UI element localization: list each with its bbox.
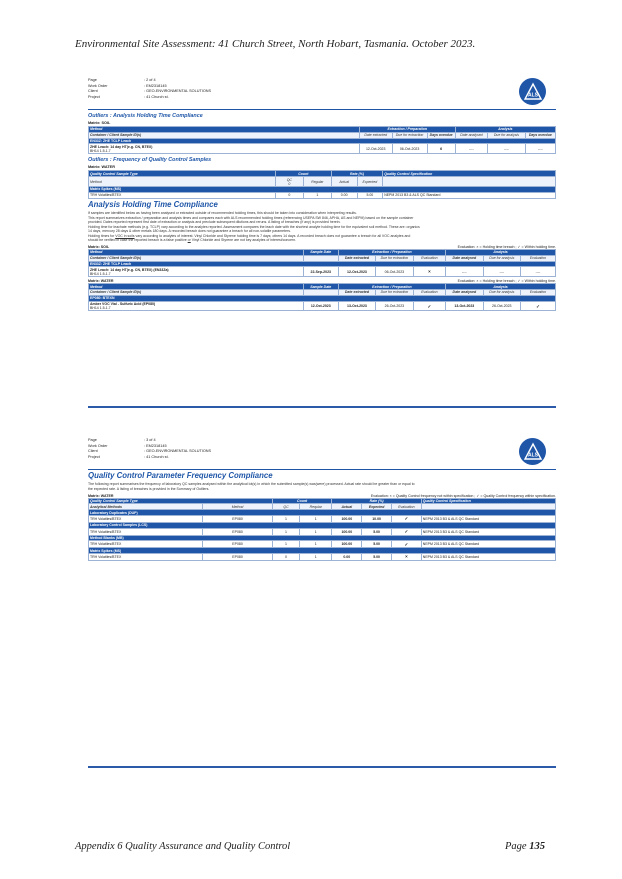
meta-client-value: : GEO-ENVIRONMENTAL SOLUTIONS bbox=[144, 89, 212, 94]
col-container: Container / Client Sample ID(s) bbox=[89, 132, 360, 138]
meta-work-order-label: Work Order bbox=[88, 83, 108, 88]
cell-date-extracted: 13-Oct-2023 bbox=[338, 301, 375, 311]
col-qc: QC bbox=[272, 504, 299, 510]
svg-text:ALS: ALS bbox=[527, 452, 538, 458]
col-qc-sub: 0 bbox=[288, 181, 291, 186]
col-evaluation: Evaluation bbox=[392, 504, 422, 510]
col-evaluation-analysis: Evaluation bbox=[521, 255, 556, 261]
col-method: Method bbox=[89, 177, 276, 187]
als-logo bbox=[519, 78, 546, 105]
cell-analyte: TRH Volatiles/BTEX bbox=[89, 553, 203, 560]
row-sample-id: BH14 1.5-1.7 bbox=[90, 148, 111, 153]
row-sample-id: BH14 1.5-1.7 bbox=[90, 271, 111, 276]
col-spec-blank bbox=[383, 177, 556, 187]
description-line: provided. Dates reported represent first date of extraction or analysis and preclude subsequent dilutions and reruns. A listing of breaches (if any) is provided herein. bbox=[88, 220, 341, 225]
report-sheet-page-3 bbox=[88, 438, 556, 561]
meta-page-label: Page bbox=[88, 78, 97, 82]
sheet-1-bottom-rule bbox=[88, 406, 556, 408]
col-analysis: Analysis bbox=[446, 249, 556, 255]
table-row bbox=[89, 553, 556, 560]
col-count: Count bbox=[272, 498, 332, 504]
cell-regular: 1 bbox=[300, 528, 332, 535]
col-due-extraction: Due for extraction bbox=[376, 255, 413, 261]
row-label: Amber VOC Vial - Sulfuric Acid (EP080) bbox=[90, 302, 156, 307]
description-line: the expected rate. A listing of breaches is provided in the Summary of Outliers. bbox=[88, 487, 210, 491]
col-method: Method bbox=[89, 284, 304, 290]
description-line: Holding times for VOC in soils vary according to analytes of interest. Vinyl Chloride and Styrene holding time is 7 days; others 14 days. A recorded breach does not guarantee a breach for all VOC analytes and bbox=[88, 233, 411, 238]
cell-sample-date: 12-Oct-2023 bbox=[303, 301, 338, 311]
col-date-extracted: Date extracted bbox=[338, 290, 375, 296]
cell-analyte: TRH Volatiles/BTEX bbox=[89, 528, 203, 535]
matrix-water-label: Matrix: WATER bbox=[88, 493, 114, 498]
evaluation-legend: Evaluation: × = Holding time breach ; ✓ = Within holding time. bbox=[457, 279, 556, 284]
cell-spec: NEPM 2013 B3 & ALS QC Standard bbox=[421, 528, 555, 535]
cell-regular: 1 bbox=[300, 516, 332, 523]
report-meta bbox=[88, 78, 556, 108]
cell-regular: 1 bbox=[300, 541, 332, 548]
cell-date-extracted: 12-Oct-2023 bbox=[338, 267, 375, 277]
col-qc-sample-type: Quality Control Sample Type bbox=[89, 498, 273, 504]
col-days-overdue-analysis: Days overdue bbox=[525, 132, 555, 138]
col-evaluation-analysis: Evaluation bbox=[521, 290, 556, 296]
col-qc-label: QC bbox=[286, 177, 292, 182]
cell-expected: 5.00 bbox=[362, 541, 392, 548]
meta-page-value: : 2 of 4 bbox=[144, 78, 156, 82]
cell-evaluation-analysis: ---- bbox=[521, 267, 556, 277]
sheet-2-bottom-rule bbox=[88, 766, 556, 768]
row-container-cell bbox=[89, 144, 360, 154]
col-due-analysis: Due for analysis bbox=[483, 255, 520, 261]
check-icon: ✓ bbox=[392, 528, 422, 535]
cell-days-overdue-analysis: ---- bbox=[525, 144, 555, 154]
col-analysis: Analysis bbox=[446, 284, 556, 290]
outliers-holding-time-heading: Outliers : Analysis Holding Time Compliance bbox=[88, 113, 203, 119]
cell-due-extraction: 26-Oct-2023 bbox=[376, 301, 413, 311]
description-line: should be verified in case the reported breach is a false positive or Vinyl Chloride and Styrene are not key analytes of interest/concern. bbox=[88, 238, 297, 243]
col-extraction-preparation: Extraction / Preparation bbox=[338, 284, 445, 290]
page-footer-number bbox=[505, 841, 545, 852]
report-sheet-page-2 bbox=[88, 78, 556, 311]
evaluation-legend: Evaluation: × = Holding time breach ; ✓ = Within holding time. bbox=[457, 244, 556, 249]
col-method: Method bbox=[203, 504, 273, 510]
group-label: Laboratory Control Samples (LCS) bbox=[89, 522, 556, 528]
col-expected: Expected bbox=[357, 177, 383, 187]
cell-expected: 5.00 bbox=[357, 192, 383, 198]
table-row bbox=[89, 192, 556, 198]
col-sample-date: Sample Date bbox=[303, 284, 338, 290]
col-container: Container / Client Sample ID(s) bbox=[89, 255, 304, 261]
cell-spec: NEPM 2013 B3 & ALS QC Standard bbox=[421, 541, 555, 548]
evaluation-legend: Evaluation: × = Quality Control frequency not within specification ; ✓ = Quality Control frequency within specification. bbox=[370, 493, 556, 498]
col-qc-specification: Quality Control Specification bbox=[421, 498, 555, 504]
meta-project-label: Project bbox=[88, 94, 100, 99]
col-evaluation: Evaluation bbox=[413, 290, 445, 296]
group-label: Matrix Spikes (MS) bbox=[89, 548, 556, 554]
col-extraction-preparation: Extraction / Preparation bbox=[359, 127, 455, 133]
table-row bbox=[89, 301, 556, 311]
table-subheader-row bbox=[89, 177, 556, 187]
cell-qc: 1 bbox=[272, 541, 299, 548]
col-date-analysed: Date analysed bbox=[446, 290, 483, 296]
table-row bbox=[89, 528, 556, 535]
page-footer-title: Appendix 6 Quality Assurance and Quality Control bbox=[75, 841, 291, 852]
check-icon: ✓ bbox=[392, 516, 422, 523]
meta-project-label: Project bbox=[88, 454, 100, 459]
holding-time-water-table bbox=[88, 283, 556, 311]
cross-icon: × bbox=[392, 553, 422, 560]
row-sample-id: BH14 1.5-1.7 bbox=[90, 306, 111, 311]
meta-page-value: : 3 of 4 bbox=[144, 438, 156, 442]
table-row bbox=[89, 267, 556, 277]
svg-text:ALS: ALS bbox=[527, 92, 538, 98]
page-label: Page bbox=[505, 841, 530, 852]
cell-actual: 100.00 bbox=[332, 528, 362, 535]
cell-analyte: TRH Volatiles/BTEX bbox=[89, 516, 203, 523]
matrix-water-label: Matrix: WATER bbox=[88, 279, 114, 284]
col-actual: Actual bbox=[331, 177, 357, 187]
cell-qc: 0 bbox=[275, 192, 303, 198]
check-icon: ✓ bbox=[392, 541, 422, 548]
meta-page-label: Page bbox=[88, 438, 97, 442]
cell-method: EP080 bbox=[203, 541, 273, 548]
check-icon: ✓ bbox=[413, 301, 445, 311]
meta-divider bbox=[88, 109, 556, 110]
cell-due-extraction: 06-Oct-2023 bbox=[392, 144, 427, 154]
cell-due-analysis: 26-Oct-2023 bbox=[483, 301, 520, 311]
col-due-analysis: Due for analysis bbox=[483, 290, 520, 296]
group-label: Laboratory Duplicates (DUP) bbox=[89, 510, 556, 516]
col-actual: Actual bbox=[332, 504, 362, 510]
table-row bbox=[89, 144, 556, 154]
description-line: 14 days, mercury 28 days & other metals 180 days. A recorded breach does not guarantee a breach for all non-volatile parameters. bbox=[88, 229, 291, 234]
col-container: Container / Client Sample ID(s) bbox=[89, 290, 304, 296]
col-qc-specification: Quality Control Specification bbox=[383, 171, 556, 177]
cell-qc: 1 bbox=[272, 528, 299, 535]
col-analysis: Analysis bbox=[455, 127, 555, 133]
cell-qc: 1 bbox=[272, 516, 299, 523]
col-method: Method bbox=[89, 249, 304, 255]
cell-expected: 5.00 bbox=[362, 528, 392, 535]
cell-expected: 10.00 bbox=[362, 516, 392, 523]
check-icon: ✓ bbox=[521, 301, 556, 311]
row-container-cell bbox=[89, 301, 304, 311]
matrix-water-label: Matrix: WATER bbox=[88, 164, 115, 169]
cell-qc: 0 bbox=[272, 553, 299, 560]
cell-actual: 100.00 bbox=[332, 541, 362, 548]
cross-icon: × bbox=[413, 267, 445, 277]
cell-method: EP080 bbox=[203, 516, 273, 523]
outliers-frequency-heading: Outliers : Frequency of Quality Control Samples bbox=[88, 157, 212, 164]
group-label: Matrix Spikes (MS) bbox=[89, 186, 556, 192]
cell-analyte: TRH Volatiles/BTEX bbox=[89, 541, 203, 548]
cell-date-extracted: 12-Oct-2023 bbox=[359, 144, 392, 154]
description-line: The following report summarises the frequency of laboratory QC samples analysed within the analytical lot(s) in which the submitted sample(s) was(were) processed. Actual rate should be greater than or equal to bbox=[88, 482, 415, 487]
table-row bbox=[89, 541, 556, 548]
description-line: This report summarizes extraction / preparation and analysis times and compares each with ALS recommended holding times (referencing USEPA SW 846, APHA, AS and NEPM) based on the sample container bbox=[88, 215, 414, 220]
col-qc bbox=[275, 177, 303, 187]
col-due-extraction: Due for extraction bbox=[392, 132, 427, 138]
col-evaluation: Evaluation bbox=[413, 255, 445, 261]
col-regular: Regular bbox=[303, 177, 331, 187]
cell-actual: 100.00 bbox=[332, 516, 362, 523]
cell-date-analysed: ---- bbox=[455, 144, 488, 154]
description-line: If samples are identified below as having been analysed or extracted outside of recommended holding times, this should be taken into consideration when interpreting results. bbox=[88, 210, 357, 215]
matrix-soil-label: Matrix: SOIL bbox=[88, 244, 110, 249]
col-regular: Reqular bbox=[300, 504, 332, 510]
cell-expected: 5.00 bbox=[362, 553, 392, 560]
col-sample-date: Sample Date bbox=[303, 249, 338, 255]
row-label: ZHE Leach: 14 day HT(e.g. CN, BTEX) bbox=[90, 144, 153, 149]
cell-due-analysis: ---- bbox=[488, 144, 525, 154]
col-date-extracted: Date extracted bbox=[359, 132, 392, 138]
cell-method: EP080 bbox=[203, 553, 273, 560]
qc-frequency-title: Quality Control Parameter Frequency Compliance bbox=[88, 471, 273, 480]
group-label: EN33Z: ZHE TCLP Leach bbox=[89, 261, 556, 267]
col-date-analysed: Date analysed bbox=[446, 255, 483, 261]
qc-frequency-description bbox=[88, 482, 556, 491]
table-row bbox=[89, 516, 556, 523]
meta-work-order-label: Work Order bbox=[88, 443, 108, 448]
col-extraction-preparation: Extraction / Preparation bbox=[338, 249, 445, 255]
cell-sample-date: 22-Sep-2023 bbox=[303, 267, 338, 277]
meta-divider bbox=[88, 469, 556, 470]
als-logo bbox=[519, 438, 546, 465]
cell-regular: 1 bbox=[300, 553, 332, 560]
cell-days-overdue: 6 bbox=[427, 144, 455, 154]
col-count: Count bbox=[275, 171, 331, 177]
row-container-cell bbox=[89, 267, 304, 277]
col-qc-sample-type: Quality Control Sample Type bbox=[89, 171, 276, 177]
cell-method: TRH Volatiles/BTEX bbox=[89, 192, 276, 198]
cell-spec: NEPM 2013 B3 & ALS QC Standard bbox=[421, 553, 555, 560]
cell-due-extraction: 06-Oct-2023 bbox=[376, 267, 413, 277]
holding-time-description bbox=[88, 211, 556, 243]
cell-regular: 1 bbox=[303, 192, 331, 198]
qc-frequency-table bbox=[88, 498, 556, 561]
col-date-analysed: Date analysed bbox=[455, 132, 488, 138]
col-due-extraction: Due for extraction bbox=[376, 290, 413, 296]
cell-actual: 0.00 bbox=[332, 553, 362, 560]
report-meta bbox=[88, 438, 556, 468]
col-analytical-methods: Analytical Methods bbox=[89, 504, 203, 510]
holding-time-compliance-title: Analysis Holding Time Compliance bbox=[88, 199, 218, 209]
meta-project-value: : 41 Church st. bbox=[144, 454, 169, 459]
cell-actual: 0.00 bbox=[331, 192, 357, 198]
group-label: EN33Z: ZHE TCLP Leach bbox=[89, 138, 556, 144]
col-rate: Rate (%) bbox=[331, 171, 382, 177]
cell-date-analysed: 13-Oct-2023 bbox=[446, 301, 483, 311]
description-line: Holding time for leachate methods (e.g. TCLP) vary according to the analytes reported. Assessment compares the leach date with the shortest analyte holding time for the equivalent soil method. These are: organics bbox=[88, 224, 420, 229]
outliers-frequency-table bbox=[88, 170, 556, 198]
outliers-holding-time-table bbox=[88, 126, 556, 154]
meta-client-label: Client bbox=[88, 89, 98, 94]
col-due-analysis: Due for analysis bbox=[488, 132, 525, 138]
holding-time-soil-table bbox=[88, 249, 556, 277]
cell-method: EP080 bbox=[203, 528, 273, 535]
page-number: 135 bbox=[529, 841, 545, 852]
page-header: Environmental Site Assessment: 41 Church Street, North Hobart, Tasmania. October 2023. bbox=[75, 38, 476, 50]
cell-date-analysed: ---- bbox=[446, 267, 483, 277]
row-label: ZHE Leach: 14 day HT(e.g. CN, BTEX) (EN33Za) bbox=[90, 267, 169, 272]
cell-spec: NEPM 2013 B3 & ALS QC Standard bbox=[383, 192, 556, 198]
matrix-soil-label: Matrix: SOIL bbox=[88, 120, 111, 125]
col-date-extracted: Date extracted bbox=[338, 255, 375, 261]
group-label: Method Blanks (MB) bbox=[89, 535, 556, 541]
meta-work-order-value: : EM2318145 bbox=[144, 443, 167, 448]
col-rate: Rate (%) bbox=[332, 498, 421, 504]
meta-client-label: Client bbox=[88, 449, 98, 454]
cell-due-analysis: ---- bbox=[483, 267, 520, 277]
group-label: EP080: BTEXN bbox=[89, 295, 556, 301]
meta-client-value: : GEO-ENVIRONMENTAL SOLUTIONS bbox=[144, 449, 212, 454]
cell-spec: NEPM 2013 B3 & ALS QC Standard bbox=[421, 516, 555, 523]
col-days-overdue: Days overdue bbox=[427, 132, 455, 138]
meta-project-value: : 41 Church st. bbox=[144, 94, 169, 99]
col-method: Method bbox=[89, 127, 360, 133]
col-expected: Expected bbox=[362, 504, 392, 510]
meta-work-order-value: : EM2318145 bbox=[144, 83, 167, 88]
